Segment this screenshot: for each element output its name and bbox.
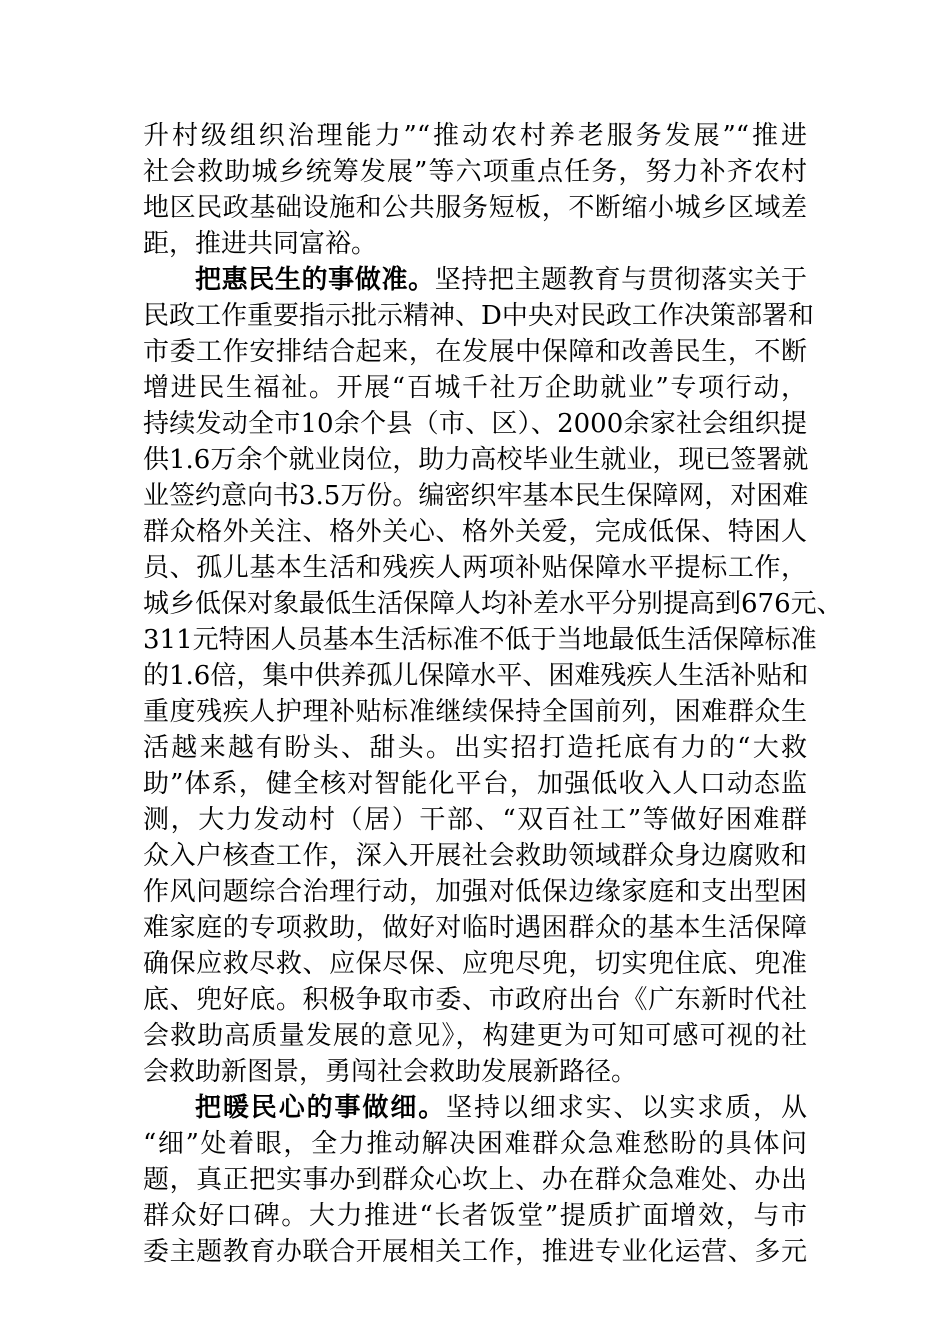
paragraph-2-line: 助”体系，健全核对智能化平台，加强低收入人口动态监: [143, 769, 807, 799]
paragraph-1-line-3: 地区民政基础设施和公共服务短板，不断缩小城乡区域差: [143, 193, 807, 223]
paragraph-2-line: 底、兜好底。积极争取市委、市政府出台《广东新时代社: [143, 985, 807, 1015]
paragraph-3-first-line: [195, 1090, 807, 1126]
paragraph-2-line: 供1.6万余个就业岗位，助力高校毕业生就业，现已签署就: [143, 445, 809, 475]
paragraph-3-line: “细”处着眼，全力推动解决困难群众急难愁盼的具体问: [143, 1129, 807, 1159]
paragraph-2-line: 测，大力发动村（居）干部、“双百社工”等做好困难群: [143, 805, 807, 835]
paragraph-2-line: 难家庭的专项救助，做好对临时遇困群众的基本生活保障: [143, 913, 807, 943]
paragraph-3-line: 题，真正把实事办到群众心坎上、办在群众急难处、办出: [143, 1165, 807, 1195]
paragraph-2-line: 会救助高质量发展的意见》，构建更为可知可感可视的社: [143, 1021, 807, 1051]
paragraph-2-first-line-text: 坚持把主题教育与贯彻落实关于: [434, 265, 807, 295]
paragraph-2-line: 员、孤儿基本生活和残疾人两项补贴保障水平提标工作，: [143, 553, 807, 583]
paragraph-2-line: 业签约意向书3.5万份。编密织牢基本民生保障网，对困难: [143, 481, 809, 511]
paragraph-3-first-line-text: 坚持以细求实、以实求质，从: [446, 1093, 807, 1123]
paragraph-3-line: 群众好口碑。大力推进“长者饭堂”提质扩面增效，与市: [143, 1201, 807, 1231]
paragraph-2-line: 会救助新图景，勇闯社会救助发展新路径。: [143, 1057, 638, 1087]
paragraph-3-line: 委主题教育办联合开展相关工作，推进专业化运营、多元: [143, 1237, 807, 1267]
paragraph-1-line-4: 距，推进共同富裕。: [143, 229, 378, 259]
paragraph-2-line: 民政工作重要指示批示精神、D中央对民政工作决策部署和: [143, 301, 814, 331]
paragraph-2-line: 城乡低保对象最低生活保障人均补差水平分别提高到676元、: [143, 589, 843, 619]
paragraph-2-first-line: [195, 262, 807, 298]
paragraph-1-line-1: 升村级组织治理能力”“推动农村养老服务发展”“推进: [143, 121, 807, 151]
paragraph-1-line-2: 社会救助城乡统筹发展”等六项重点任务，努力补齐农村: [143, 157, 807, 187]
paragraph-2-line: 增进民生福祉。开展“百城千社万企助就业”专项行动，: [143, 373, 807, 403]
paragraph-2-heading: 把惠民生的事做准。: [195, 265, 435, 295]
paragraph-2-line: 的1.6倍，集中供养孤儿保障水平、困难残疾人生活补贴和: [143, 661, 809, 691]
paragraph-2-line: 重度残疾人护理补贴标准继续保持全国前列，困难群众生: [143, 697, 807, 727]
paragraph-2-line: 市委工作安排结合起来，在发展中保障和改善民生，不断: [143, 337, 807, 367]
paragraph-2-line: 活越来越有盼头、甜头。出实招打造托底有力的“大救: [143, 733, 807, 763]
paragraph-2-line: 持续发动全市10余个县（市、区）、2000余家社会组织提: [143, 409, 807, 439]
paragraph-2-line: 确保应救尽救、应保尽保、应兜尽兜，切实兜住底、兜准: [143, 949, 807, 979]
paragraph-2-line: 群众格外关注、格外关心、格外关爱，完成低保、特困人: [143, 517, 807, 547]
paragraph-3-heading: 把暖民心的事做细。: [195, 1093, 447, 1123]
paragraph-2-line: 311元特困人员基本生活标准不低于当地最低生活保障标准: [143, 625, 817, 655]
paragraph-2-line: 作风问题综合治理行动，加强对低保边缘家庭和支出型困: [143, 877, 807, 907]
paragraph-2-line: 众入户核查工作，深入开展社会救助领域群众身边腐败和: [143, 841, 807, 871]
